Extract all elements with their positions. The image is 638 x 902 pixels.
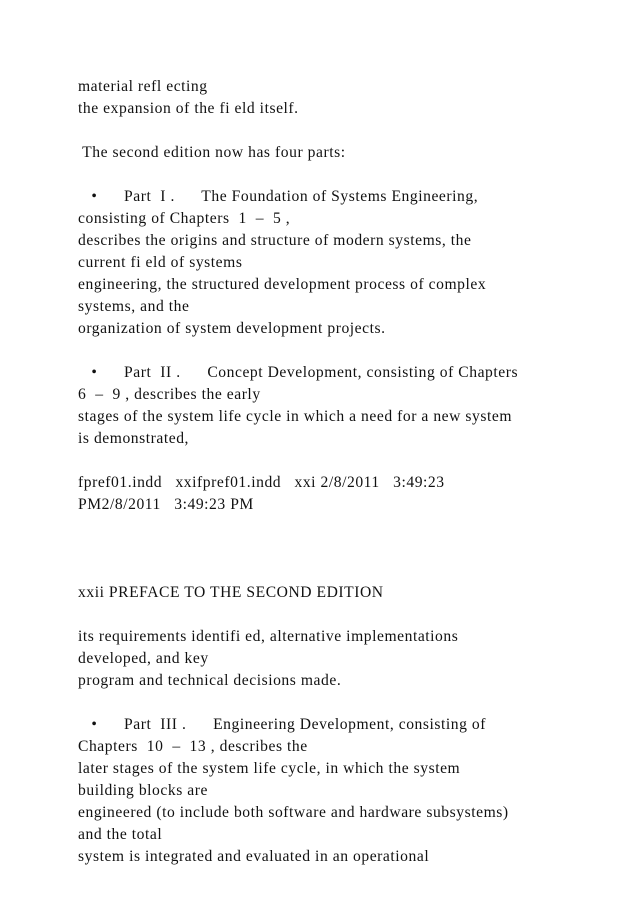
text-line: Chapters 10 – 13 , describes the: [78, 738, 308, 755]
blank-line: [78, 692, 618, 714]
blank-line: [78, 164, 618, 186]
blank-line: [78, 120, 618, 142]
file-footer-line: fpref01.indd xxifpref01.indd xxi 2/8/2011 3:49:23: [78, 474, 445, 491]
text-line: is demonstrated,: [78, 430, 190, 447]
text-line: developed, and key: [78, 650, 209, 667]
text-line: organization of system development projects.: [78, 320, 386, 337]
running-header: xxii PREFACE TO THE SECOND EDITION: [78, 584, 384, 601]
list-item-part-ii: • Part II . Concept Development, consisting of Chapters: [78, 364, 519, 381]
text-line: system is integrated and evaluated in an operational: [78, 848, 430, 865]
text-line: describes the origins and structure of modern systems, the: [78, 232, 472, 249]
blank-line: [78, 604, 618, 626]
file-footer-line: PM2/8/2011 3:49:23 PM: [78, 496, 254, 513]
text-line: the expansion of the fi eld itself.: [78, 100, 299, 117]
text-line: stages of the system life cycle in which a need for a new system: [78, 408, 513, 425]
blank-line: [78, 450, 618, 472]
text-line: building blocks are: [78, 782, 208, 799]
text-line: The second edition now has four parts:: [78, 144, 346, 161]
list-item-part-iii: • Part III . Engineering Development, consisting of: [78, 716, 487, 733]
document-page: [78, 76, 618, 868]
blank-line: [78, 340, 618, 362]
text-line: engineered (to include both software and hardware subsystems): [78, 804, 509, 821]
text-line: 6 – 9 , describes the early: [78, 386, 261, 403]
text-line: material refl ecting: [78, 78, 208, 95]
page-break-gap: [78, 516, 618, 582]
text-line: systems, and the: [78, 298, 190, 315]
text-line: and the total: [78, 826, 163, 843]
text-line: engineering, the structured development process of complex: [78, 276, 487, 293]
list-item-part-i: • Part I . The Foundation of Systems Engineering,: [78, 188, 479, 205]
text-line: consisting of Chapters 1 – 5 ,: [78, 210, 291, 227]
text-line: its requirements identifi ed, alternative implementations: [78, 628, 459, 645]
text-line: program and technical decisions made.: [78, 672, 342, 689]
text-line: current fi eld of systems: [78, 254, 243, 271]
text-line: later stages of the system life cycle, in which the system: [78, 760, 461, 777]
